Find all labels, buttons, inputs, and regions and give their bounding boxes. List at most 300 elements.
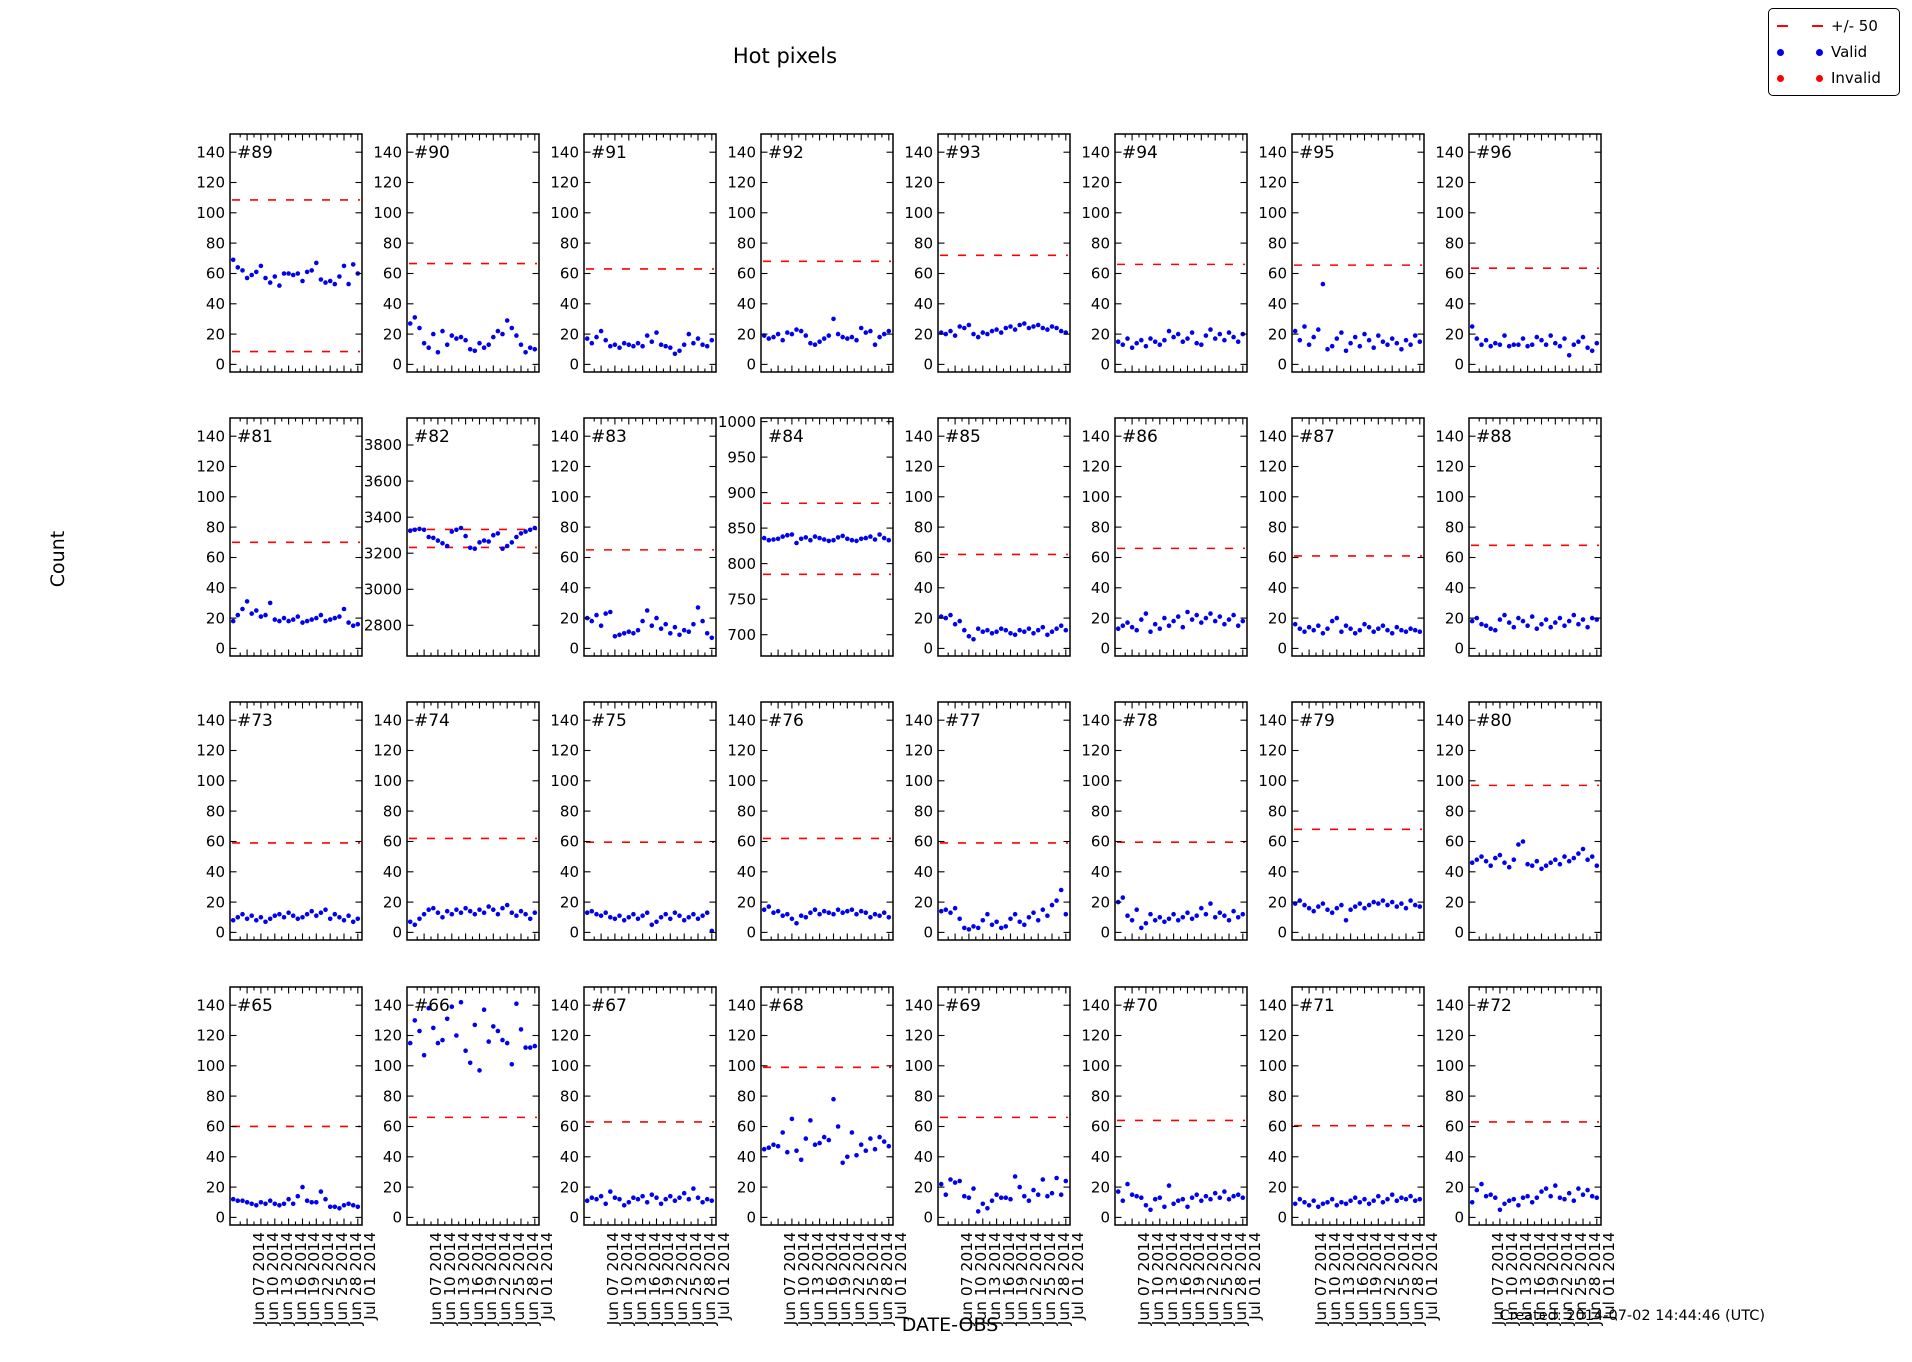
- valid-point: [1358, 628, 1363, 633]
- valid-point: [1121, 1198, 1126, 1203]
- y-tick-label: 100: [550, 204, 579, 222]
- valid-point: [1470, 1200, 1475, 1205]
- valid-point: [613, 634, 618, 639]
- valid-point: [1218, 332, 1223, 337]
- valid-point: [1493, 1195, 1498, 1200]
- valid-point: [1544, 1186, 1549, 1191]
- valid-point: [887, 538, 892, 543]
- valid-point: [1595, 863, 1600, 868]
- valid-point: [840, 534, 845, 539]
- valid-point: [408, 528, 413, 533]
- y-tick-label: 20: [913, 609, 933, 628]
- valid-point: [1176, 614, 1181, 619]
- y-tick-label: 100: [1258, 772, 1287, 790]
- valid-point: [864, 536, 869, 541]
- valid-point: [767, 538, 772, 543]
- y-tick-label: 140: [1435, 143, 1464, 162]
- valid-point: [356, 622, 361, 627]
- valid-point: [1390, 900, 1395, 905]
- valid-point: [808, 1118, 813, 1123]
- valid-point: [1362, 906, 1367, 911]
- valid-point: [463, 338, 468, 343]
- subplot-id-label: #96: [1476, 143, 1512, 163]
- x-tick-label: Jun 07 2014: [1135, 1232, 1154, 1326]
- subplot-74: [373, 702, 539, 942]
- y-tick-label: 80: [205, 234, 225, 253]
- valid-point: [519, 531, 524, 536]
- valid-point: [677, 913, 682, 918]
- valid-point: [1395, 625, 1400, 630]
- valid-point: [827, 910, 832, 915]
- valid-point: [249, 273, 254, 278]
- valid-point: [342, 607, 347, 612]
- valid-point: [677, 349, 682, 354]
- valid-point: [850, 1130, 855, 1135]
- valid-point: [1558, 862, 1563, 867]
- valid-point: [259, 1200, 264, 1205]
- x-tick-label: Jun 22 2014: [1381, 1232, 1400, 1326]
- valid-point: [850, 538, 855, 543]
- valid-point: [771, 1142, 776, 1147]
- valid-point: [333, 1205, 338, 1210]
- valid-point: [1395, 904, 1400, 909]
- valid-point: [971, 1186, 976, 1191]
- axes-frame: [584, 134, 716, 372]
- valid-point: [640, 619, 645, 624]
- valid-point: [882, 332, 887, 337]
- subplot-id-label: #95: [1299, 143, 1335, 163]
- valid-point: [514, 1001, 519, 1006]
- valid-point: [999, 626, 1004, 631]
- valid-point: [1213, 915, 1218, 920]
- valid-point: [249, 913, 254, 918]
- x-tick-label: Jun 07 2014: [250, 1232, 269, 1326]
- y-tick-label: 60: [1444, 264, 1464, 283]
- valid-point: [514, 333, 519, 338]
- valid-point: [799, 913, 804, 918]
- valid-point: [673, 910, 678, 915]
- valid-point: [1185, 336, 1190, 341]
- valid-point: [1325, 907, 1330, 912]
- x-tick-label: Jun 25 2014: [687, 1232, 706, 1326]
- valid-point: [1548, 333, 1553, 338]
- x-tick-label: Jun 16 2014: [1353, 1232, 1372, 1326]
- valid-point: [627, 915, 632, 920]
- valid-point: [636, 628, 641, 633]
- valid-point: [1121, 623, 1126, 628]
- valid-point: [309, 1200, 314, 1205]
- valid-point: [1381, 898, 1386, 903]
- axes-frame: [584, 702, 716, 940]
- x-tick-label: Jun 07 2014: [781, 1232, 800, 1326]
- x-tick-label: Jun 25 2014: [864, 1232, 883, 1326]
- valid-point: [705, 631, 710, 636]
- valid-point: [1544, 863, 1549, 868]
- valid-point: [1521, 1195, 1526, 1200]
- y-tick-label: 0: [215, 923, 225, 942]
- valid-point: [1158, 342, 1163, 347]
- valid-point: [486, 342, 491, 347]
- valid-point: [519, 1027, 524, 1032]
- valid-point: [459, 910, 464, 915]
- valid-point: [780, 534, 785, 539]
- y-tick-label: 120: [373, 741, 402, 760]
- y-tick-label: 0: [1277, 1208, 1287, 1227]
- subplot-id-label: #90: [414, 143, 450, 163]
- valid-point: [1590, 854, 1595, 859]
- x-tick-label: Jun 10 2014: [971, 1232, 990, 1326]
- legend: [1768, 8, 1900, 96]
- valid-point: [882, 1139, 887, 1144]
- valid-point: [1475, 336, 1480, 341]
- valid-point: [254, 608, 259, 613]
- valid-point: [691, 912, 696, 917]
- valid-point: [1031, 631, 1036, 636]
- valid-point: [505, 544, 510, 549]
- valid-point: [953, 622, 958, 627]
- y-tick-label: 100: [373, 772, 402, 790]
- y-tick-label: 100: [373, 1057, 402, 1075]
- y-tick-label: 140: [550, 711, 579, 730]
- valid-point: [1144, 344, 1149, 349]
- valid-point: [1167, 623, 1172, 628]
- subplot-id-label: #74: [414, 711, 450, 731]
- valid-point: [1404, 1197, 1409, 1202]
- valid-point: [1525, 623, 1530, 628]
- valid-point: [617, 913, 622, 918]
- valid-point: [1381, 339, 1386, 344]
- valid-point: [463, 906, 468, 911]
- valid-point: [827, 333, 832, 338]
- valid-point: [333, 912, 338, 917]
- valid-point: [1125, 1182, 1130, 1187]
- valid-point: [1144, 1203, 1149, 1208]
- y-tick-label: 140: [550, 427, 579, 446]
- y-tick-label: 0: [1454, 1208, 1464, 1227]
- valid-point: [477, 907, 482, 912]
- valid-point: [1479, 622, 1484, 627]
- y-tick-label: 60: [913, 548, 933, 567]
- y-tick-label: 60: [1267, 1117, 1287, 1136]
- valid-point: [957, 917, 962, 922]
- valid-point: [1498, 853, 1503, 858]
- valid-point: [845, 909, 850, 914]
- valid-point: [1130, 918, 1135, 923]
- valid-point: [496, 531, 501, 536]
- y-tick-label: 20: [1267, 1178, 1287, 1197]
- valid-point: [962, 1194, 967, 1199]
- valid-point: [962, 628, 967, 633]
- valid-point: [1348, 907, 1353, 912]
- y-tick-label: 60: [205, 1117, 225, 1136]
- valid-point: [263, 613, 268, 618]
- subplot-id-label: #77: [945, 711, 981, 731]
- valid-point: [668, 631, 673, 636]
- valid-point: [468, 347, 473, 352]
- legend-entry-threshold: [1777, 13, 1893, 39]
- y-tick-label: 100: [1081, 488, 1110, 506]
- subplot-id-label: #94: [1122, 143, 1158, 163]
- valid-point: [1162, 616, 1167, 621]
- y-tick-label: 120: [1081, 1026, 1110, 1045]
- valid-point: [436, 538, 441, 543]
- x-tick-label: Jun 13 2014: [808, 1232, 827, 1326]
- y-tick-label: 60: [913, 264, 933, 283]
- valid-point: [813, 534, 818, 539]
- valid-point: [1153, 622, 1158, 627]
- valid-point: [1190, 917, 1195, 922]
- x-axis-label: DATE-OBS: [901, 1314, 999, 1336]
- valid-point: [981, 629, 986, 634]
- valid-point: [445, 909, 450, 914]
- valid-point: [445, 544, 450, 549]
- valid-point: [1330, 619, 1335, 624]
- valid-point: [840, 910, 845, 915]
- valid-point: [967, 927, 972, 932]
- valid-point: [1059, 1192, 1064, 1197]
- valid-point: [291, 273, 296, 278]
- valid-point: [533, 347, 538, 352]
- valid-point: [533, 526, 538, 531]
- y-tick-label: 120: [196, 173, 225, 192]
- y-tick-label: 3200: [363, 544, 402, 563]
- valid-point: [1008, 631, 1013, 636]
- y-tick-label: 80: [1444, 802, 1464, 821]
- valid-point: [622, 1203, 627, 1208]
- valid-point: [500, 1038, 505, 1043]
- y-tick-label: 100: [1435, 772, 1464, 790]
- y-tick-label: 100: [727, 204, 756, 222]
- valid-point: [771, 537, 776, 542]
- valid-point: [762, 536, 767, 541]
- valid-point: [477, 1068, 482, 1073]
- y-tick-label: 120: [727, 741, 756, 760]
- y-tick-label: 20: [1267, 609, 1287, 628]
- valid-point: [1516, 342, 1521, 347]
- valid-point: [1376, 1194, 1381, 1199]
- valid-point: [817, 536, 822, 541]
- valid-point: [505, 903, 510, 908]
- valid-point: [1204, 912, 1209, 917]
- subplot-69: [904, 987, 1070, 1227]
- valid-point: [1558, 344, 1563, 349]
- subplot-92: [727, 134, 893, 374]
- legend-entry-valid: [1777, 39, 1893, 65]
- subplot-96: [1435, 134, 1601, 374]
- valid-point: [1307, 342, 1312, 347]
- valid-point: [1498, 1208, 1503, 1213]
- valid-point: [822, 537, 827, 542]
- valid-point: [1321, 282, 1326, 287]
- subplot-73: [196, 702, 362, 942]
- valid-point: [640, 344, 645, 349]
- valid-point: [450, 529, 455, 534]
- valid-point: [1190, 617, 1195, 622]
- valid-point: [445, 1017, 450, 1022]
- valid-point: [953, 333, 958, 338]
- y-tick-label: 0: [392, 1208, 402, 1227]
- valid-point: [1013, 912, 1018, 917]
- valid-point: [1208, 901, 1213, 906]
- valid-point: [682, 628, 687, 633]
- y-tick-label: 80: [1090, 518, 1110, 537]
- x-tick-label: Jun 25 2014: [1572, 1232, 1591, 1326]
- valid-point: [1041, 1177, 1046, 1182]
- valid-point: [1227, 1197, 1232, 1202]
- y-tick-label: 100: [1435, 1057, 1464, 1075]
- valid-point: [1008, 1197, 1013, 1202]
- x-tick-label: Jun 07 2014: [604, 1232, 623, 1326]
- valid-point: [682, 1191, 687, 1196]
- valid-point: [1134, 628, 1139, 633]
- x-tick-label: Jun 28 2014: [1409, 1232, 1427, 1326]
- valid-point: [1335, 1203, 1340, 1208]
- subplot-id-label: #73: [237, 711, 273, 731]
- y-tick-label: 40: [205, 863, 225, 881]
- axes-frame: [1292, 987, 1424, 1225]
- valid-point: [659, 915, 664, 920]
- y-tick-label: 60: [205, 264, 225, 283]
- valid-point: [687, 332, 692, 337]
- y-tick-label: 40: [205, 295, 225, 313]
- valid-point: [1208, 1197, 1213, 1202]
- valid-point: [1353, 335, 1358, 340]
- valid-point: [1307, 906, 1312, 911]
- valid-point: [836, 907, 841, 912]
- y-tick-label: 120: [196, 457, 225, 476]
- valid-point: [1585, 345, 1590, 350]
- valid-point: [985, 332, 990, 337]
- x-tick-label: Jul 01 2014: [360, 1232, 379, 1320]
- valid-point: [1413, 1198, 1418, 1203]
- y-tick-label: 40: [736, 1148, 756, 1166]
- valid-point: [1022, 629, 1027, 634]
- valid-point: [1116, 626, 1121, 631]
- valid-point: [696, 1195, 701, 1200]
- y-tick-label: 20: [1090, 609, 1110, 628]
- valid-point: [691, 1186, 696, 1191]
- y-tick-label: 140: [196, 996, 225, 1015]
- valid-point: [1344, 623, 1349, 628]
- valid-point: [1162, 920, 1167, 925]
- valid-point: [323, 280, 328, 285]
- valid-point: [613, 1195, 618, 1200]
- valid-point: [999, 1195, 1004, 1200]
- valid-point: [342, 264, 347, 269]
- valid-point: [1479, 1182, 1484, 1187]
- valid-point: [603, 1202, 608, 1207]
- valid-point: [804, 1136, 809, 1141]
- valid-point: [1525, 1194, 1530, 1199]
- valid-point: [1493, 856, 1498, 861]
- valid-point: [254, 270, 259, 275]
- valid-point: [700, 913, 705, 918]
- blue-dot-marker-icon: [1777, 49, 1823, 56]
- valid-point: [1298, 626, 1303, 631]
- valid-point: [1576, 339, 1581, 344]
- valid-point: [1302, 629, 1307, 634]
- valid-point: [291, 617, 296, 622]
- valid-point: [654, 616, 659, 621]
- subplot-id-label: #83: [591, 427, 627, 447]
- valid-point: [1064, 628, 1069, 633]
- valid-point: [868, 1136, 873, 1141]
- valid-point: [231, 1197, 236, 1202]
- valid-point: [705, 1197, 710, 1202]
- valid-point: [422, 528, 427, 533]
- axes-frame: [407, 134, 539, 372]
- valid-point: [962, 326, 967, 331]
- valid-point: [300, 915, 305, 920]
- red-dashed-line-icon: [1777, 25, 1823, 27]
- y-tick-label: 40: [1267, 863, 1287, 881]
- x-tick-label: Jun 13 2014: [985, 1232, 1004, 1326]
- valid-point: [663, 912, 668, 917]
- valid-point: [1562, 854, 1567, 859]
- valid-point: [1004, 628, 1009, 633]
- y-tick-label: 120: [904, 457, 933, 476]
- valid-point: [273, 1202, 278, 1207]
- valid-point: [436, 350, 441, 355]
- y-tick-label: 60: [382, 832, 402, 851]
- valid-point: [1036, 323, 1041, 328]
- valid-point: [976, 335, 981, 340]
- valid-point: [799, 329, 804, 334]
- x-tick-label: Jun 22 2014: [1027, 1232, 1046, 1326]
- valid-point: [1158, 915, 1163, 920]
- y-tick-label: 80: [205, 518, 225, 537]
- y-tick-label: 60: [913, 1117, 933, 1136]
- valid-point: [1031, 324, 1036, 329]
- valid-point: [291, 1202, 296, 1207]
- valid-point: [305, 270, 310, 275]
- valid-point: [1231, 1194, 1236, 1199]
- y-tick-label: 2800: [363, 616, 402, 635]
- y-tick-label: 0: [1100, 355, 1110, 374]
- y-tick-label: 20: [1444, 609, 1464, 628]
- valid-point: [286, 1197, 291, 1202]
- valid-point: [1562, 1197, 1567, 1202]
- valid-point: [1171, 1202, 1176, 1207]
- valid-point: [1530, 614, 1535, 619]
- valid-point: [1176, 332, 1181, 337]
- valid-point: [594, 1197, 599, 1202]
- valid-point: [1013, 327, 1018, 332]
- valid-point: [1358, 1200, 1363, 1205]
- x-tick-label: Jun 16 2014: [1176, 1232, 1195, 1326]
- valid-point: [710, 1198, 715, 1203]
- valid-point: [1539, 338, 1544, 343]
- valid-point: [808, 341, 813, 346]
- x-tick-label: Jul 01 2014: [891, 1232, 910, 1320]
- valid-point: [1004, 924, 1009, 929]
- valid-point: [1130, 345, 1135, 350]
- valid-point: [859, 326, 864, 331]
- subplot-id-label: #93: [945, 143, 981, 163]
- valid-point: [831, 538, 836, 543]
- y-tick-label: 40: [1090, 295, 1110, 313]
- valid-point: [659, 342, 664, 347]
- valid-point: [831, 1097, 836, 1102]
- valid-point: [486, 539, 491, 544]
- valid-point: [1484, 859, 1489, 864]
- subplot-91: [550, 134, 716, 374]
- valid-point: [1535, 1195, 1540, 1200]
- y-tick-label: 40: [913, 1148, 933, 1166]
- valid-point: [1567, 859, 1572, 864]
- valid-point: [622, 631, 627, 636]
- valid-point: [236, 265, 241, 270]
